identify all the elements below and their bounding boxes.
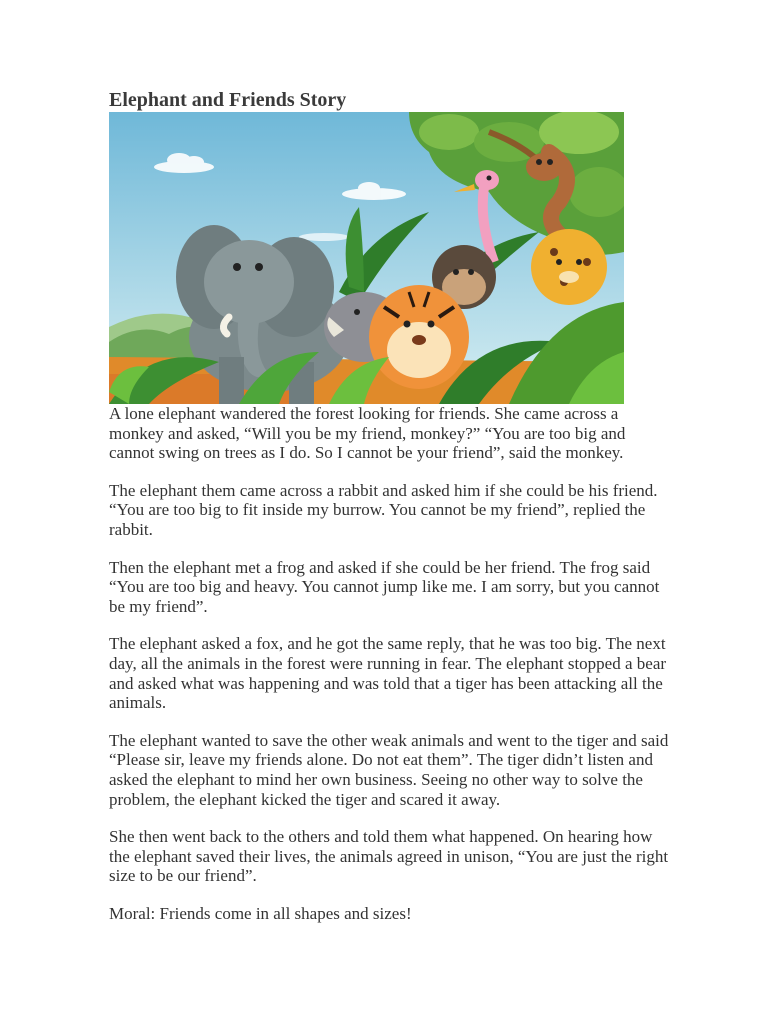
jungle-animals-illustration [109,112,624,404]
story-paragraph: The elephant wanted to save the other weak animals and went to the tiger and said “Please sir, leave my friends alone. Do not eat them”. The tiger didn’t listen and asked the elephant to mind her own business. Seeing no other way to solve the problem, the elephant kicked the tiger and scared it away. [109,730,669,809]
story-moral: Moral: Friends come in all shapes and sizes! [109,903,412,923]
story-paragraph: The elephant them came across a rabbit and asked him if she could be his friend. “You are too big to fit inside my burrow. You cannot be my friend”, replied the rabbit. [109,480,658,539]
story-paragraph: She then went back to the others and told them what happened. On hearing how the elephant saved their lives, the animals agreed in unison, “You are just the right size to be our friend”. [109,827,669,886]
story-body [109,404,669,941]
leopard [531,229,607,305]
story-paragraph: Then the elephant met a frog and asked if she could be her friend. The frog said “You are too big and heavy. You cannot jump like me. I am sorry, but you cannot be my friend”. [109,557,660,616]
story-paragraph: A lone elephant wandered the forest looking for friends. She came across a monkey and asked, “Will you be my friend, monkey?” “You are too big and cannot swing on trees as I do. So I cannot be your friend”, said the monkey. [109,404,626,463]
story-title: Elephant and Friends Story [109,89,347,111]
tiger [369,285,469,389]
story-paragraph: The elephant asked a fox, and he got the same reply, that he was too big. The next day, all the animals in the forest were running in fear. The elephant stopped a bear and asked what was happening and was told that a tiger has been attacking all the animals. [109,634,667,713]
story-illustration [109,112,624,404]
